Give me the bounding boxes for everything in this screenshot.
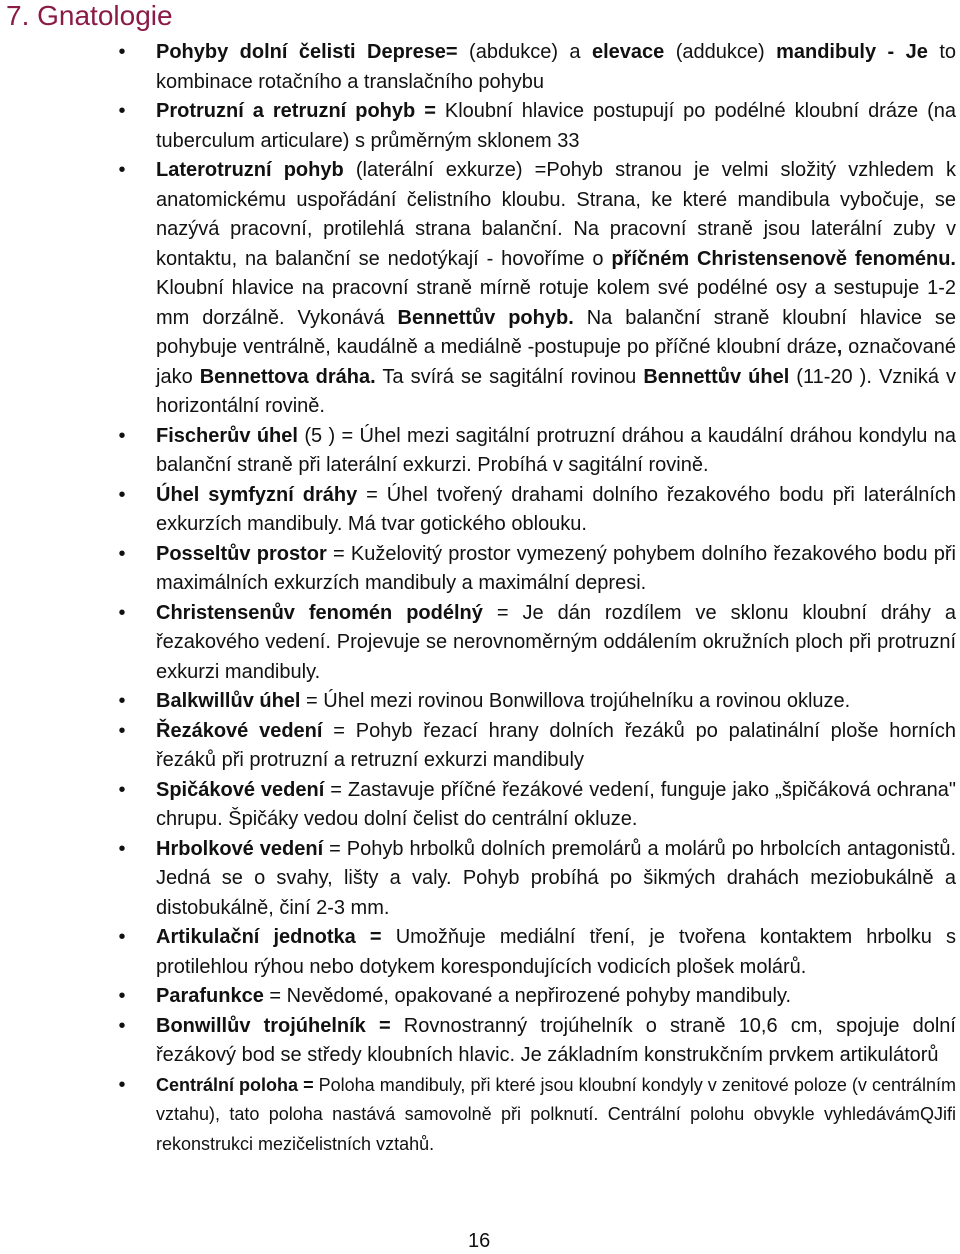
list-item: [0, 481, 960, 540]
bullet-icon: [116, 422, 128, 452]
bullet-icon: [116, 687, 128, 717]
term-text: Centrální poloha =: [156, 1074, 314, 1095]
body-text: = Úhel tvořený drahami dolního řezakového bodu při laterálních exkurzích mandibuly. Má tvar gotického oblouku.: [156, 483, 956, 535]
list-item: [0, 835, 960, 924]
bullet-icon: [116, 1071, 128, 1101]
list-item: [0, 1012, 960, 1071]
list-item: [0, 982, 960, 1012]
term-text: příčném Christensenově fenoménu.: [611, 247, 956, 270]
body-text: = Kuželovitý prostor vymezený pohybem dolního řezakového bodu při maximálních exkurzích mandibuly a maximální depresi.: [156, 542, 957, 594]
term-text: Laterotruzní pohyb: [156, 159, 344, 181]
body-text: (abdukce) a: [457, 41, 592, 63]
bullet-icon: [116, 156, 128, 186]
bullet-icon: [116, 1012, 128, 1042]
body-text: (laterální exkurze) =Pohyb stranou je velmi složitý vzhledem k anatomickému uspořádání čelistního kloubu. Strana, ke které mandibula vybočuje, se nazývá pracovní, protilehlá strana balanční.: [156, 159, 956, 240]
list-item: [0, 717, 960, 776]
list-item: [0, 923, 960, 982]
bullet-icon: [116, 97, 128, 127]
term-text: Bennettova dráha.: [199, 365, 376, 388]
body-text: (addukce): [664, 41, 777, 63]
bullet-icon: [116, 982, 128, 1012]
bullet-icon: [116, 717, 128, 747]
body-text: Na balanční straně kloubní hlavice se pohybuje ventrálně, kaudálně a mediálně -postupuje po příčné kloubní dráze: [156, 306, 957, 358]
body-text: = Nevědomé, opakované a nepřirozené pohyby mandibuly.: [263, 985, 792, 1007]
body-text: Na pracovní straně jsou laterální zuby v kontaktu, na balanční se nedotýkají - hovoříme o: [156, 218, 956, 270]
body-text: = Je dán rozdílem ve sklonu kloubní dráhy a řezakového vedení. Projevuje se nerovnoměrným oddálením okružních ploch při protruzní exkurzi mandibuly.: [156, 601, 956, 683]
term-text: ,: [836, 336, 843, 358]
list-item: [0, 776, 960, 835]
term-text: Řezákové vedení: [156, 719, 323, 742]
term-text: Parafunkce: [156, 985, 264, 1007]
term-text: Balkwillův úhel: [156, 690, 301, 712]
page-heading: 7. Gnatologie: [6, 0, 173, 31]
term-text: Fischerův úhel: [156, 424, 298, 447]
term-text: Bennettův úhel: [643, 365, 790, 388]
bullet-icon: [116, 599, 128, 629]
term-text: elevace: [591, 41, 665, 63]
body-text: Kloubní hlavice na pracovní straně mírně rotuje kolem své podélné osy a sestupuje 1-2 mm dorzálně. Vykonává: [156, 277, 956, 329]
term-text: Pohyby dolní čelisti Deprese=: [156, 41, 458, 63]
term-text: Posseltův prostor: [156, 542, 327, 565]
list-item: [0, 687, 960, 717]
list-item: [0, 97, 960, 156]
body-text: Poloha mandibuly, při které jsou kloubní kondyly v zenitové poloze (v centrálním vztahu), tato poloha nastává samovolně při polknutí. Centrální polohu obvykle vyhledávámQJifi rekonstrukci mezičelistních vztahů.: [156, 1074, 956, 1154]
term-text: Protruzní a retruzní pohyb =: [156, 100, 436, 122]
bullet-icon: [116, 540, 128, 570]
term-text: mandibuly - Je: [776, 41, 928, 63]
definition-list: [0, 38, 960, 1159]
term-text: Bennettův pohyb.: [397, 306, 574, 329]
body-text: = Pohyb řezací hrany dolních řezáků po palatinální ploše horních řezáků při protruzní a retruzní exkurzi mandibuly: [156, 719, 956, 771]
body-text: Ta svírá se sagitální rovinou: [375, 365, 644, 388]
term-text: Artikulační jednotka =: [156, 926, 382, 948]
body-text: (5 ) = Úhel mezi sagitální protruzní dráhou a kaudální dráhou kondylu na balanční straně při laterální exkurzi. Probíhá v sagitální rovině.: [156, 424, 957, 476]
list-item: [0, 540, 960, 599]
body-text: označované jako: [156, 336, 956, 388]
term-text: Hrbolkové vedení: [156, 837, 324, 860]
body-text: = Pohyb hrbolků dolních premolárů a molárů po hrbolcích antagonistů. Jedná se o svahy, lišty a valy. Pohyb probíhá po šikmých drahách meziobukálně a distobukálně, činí 2-3 mm.: [156, 837, 956, 919]
body-text: Kloubní hlavice postupují po podélné kloubní dráze (na tuberculum articulare) s průměrným sklonem 33: [156, 100, 956, 152]
bullet-icon: [116, 38, 128, 68]
list-item: [0, 1071, 960, 1160]
term-text: Úhel symfyzní dráhy: [156, 483, 358, 506]
body-text: Umožňuje mediální tření, je tvořena kontaktem hrbolku s protilehlou rýhou nebo dotykem korespondujících vodicích plošek molárů.: [156, 926, 957, 978]
bullet-icon: [116, 835, 128, 865]
list-item: [0, 599, 960, 688]
body-text: to kombinace rotačního a translačního pohybu: [156, 41, 957, 93]
term-text: Spičákové vedení: [156, 778, 325, 801]
body-text: Rovnostranný trojúhelník o straně 10,6 cm, spojuje dolní řezákový bod se středy kloubních hlavic. Je základním konstrukčním prvkem artikulátorů: [156, 1014, 956, 1066]
list-item: [0, 156, 960, 422]
bullet-icon: [116, 923, 128, 953]
bullet-icon: [116, 776, 128, 806]
body-text: (11-20 ). Vzniká v horizontální rovině.: [156, 365, 957, 417]
page-number: 16: [468, 1230, 491, 1252]
term-text: Bonwillův trojúhelník =: [156, 1014, 391, 1037]
term-text: Christensenův fenomén podélný: [156, 601, 483, 624]
bullet-icon: [116, 481, 128, 511]
list-item: [0, 38, 960, 97]
list-item: [0, 422, 960, 481]
body-text: = Úhel mezi rovinou Bonwillova trojúhelníku a rovinou okluze.: [300, 690, 851, 712]
body-text: = Zastavuje příčné řezákové vedení, funguje jako „špičáková ochrana" chrupu. Špičáky vedou dolní čelist do centrální okluze.: [156, 778, 956, 830]
